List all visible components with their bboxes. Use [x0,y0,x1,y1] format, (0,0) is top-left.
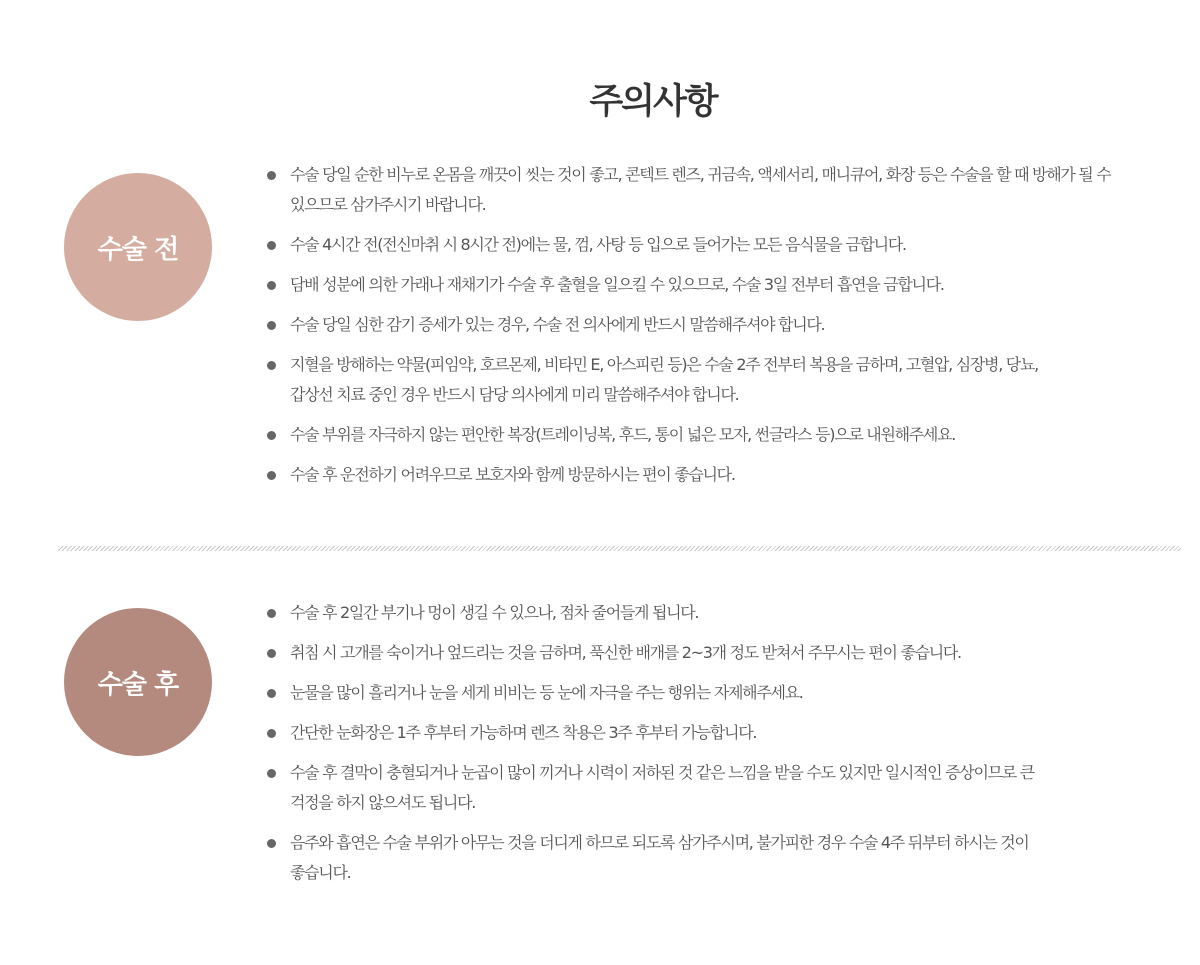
list-item [266,598,1126,628]
bullet-icon [267,361,276,370]
bullet-icon [267,769,276,778]
item-line: 수술 4시간 전(전신마취 시 8시간 전)에는 물, 껌, 사탕 등 입으로 들어가는 모든 음식물을 금합니다. [290,235,906,254]
list-item [266,460,1126,490]
precaution-list [266,598,1126,898]
item-line: 수술 후 운전하기 어려우므로 보호자와 함께 방문하시는 편이 좋습니다. [290,465,735,484]
bullet-icon [267,689,276,698]
bullet-icon [267,431,276,440]
item-line: 좋습니다. [290,863,351,882]
section-label: 수술 후 [97,669,179,700]
page-title: 주의사항 [589,82,717,122]
item-line: 눈물을 많이 흘리거나 눈을 세게 비비는 등 눈에 자극을 주는 행위는 자제해주세요. [290,683,803,702]
bullet-icon [267,649,276,658]
item-line: 수술 후 2일간 부기나 멍이 생길 수 있으나, 점차 줄어들게 됩니다. [290,603,699,622]
bullet-icon [267,281,276,290]
bullet-icon [267,471,276,480]
item-line: 수술 부위를 자극하지 않는 편안한 복장(트레이닝복, 후드, 통이 넓은 모자, 썬글라스 등)으로 내원해주세요. [290,425,956,444]
section-label: 수술 전 [97,234,179,265]
list-item [266,310,1126,340]
item-line: 수술 당일 순한 비누로 온몸을 깨끗이 씻는 것이 좋고, 콘텍트 렌즈, 귀금속, 액세서리, 매니큐어, 화장 등은 수술을 할 때 방해가 될 수 [290,165,1111,184]
item-line: 있으므로 삼가주시기 바랍니다. [290,195,486,214]
bullet-icon [267,729,276,738]
item-line: 음주와 흡연은 수술 부위가 아무는 것을 더디게 하므로 되도록 삼가주시며, 불가피한 경우 수술 4주 뒤부터 하시는 것이 [290,833,1029,852]
item-line: 담배 성분에 의한 가래나 재채기가 수술 후 출혈을 일으킬 수 있으므로, 수술 3일 전부터 흡연을 금합니다. [290,275,944,294]
list-item [266,270,1126,300]
list-item [266,758,1126,818]
list-item [266,718,1126,748]
list-item [266,420,1126,450]
section-divider [58,546,1181,551]
list-item [266,678,1126,708]
bullet-icon [267,241,276,250]
list-item [266,350,1126,410]
item-line: 간단한 눈화장은 1주 후부터 가능하며 렌즈 착용은 3주 후부터 가능합니다. [290,723,757,742]
list-item [266,230,1126,260]
item-line: 수술 후 결막이 충혈되거나 눈곱이 많이 끼거나 시력이 저하된 것 같은 느낌을 받을 수도 있지만 일시적인 증상이므로 큰 [290,763,1034,782]
section-label-circle [64,608,212,756]
section-label-circle [64,173,212,321]
precaution-list [266,160,1126,500]
bullet-icon [267,171,276,180]
bullet-icon [267,839,276,848]
list-item [266,638,1126,668]
item-line: 지혈을 방해하는 약물(피임약, 호르몬제, 비타민 E, 아스피린 등)은 수술 2주 전부터 복용을 금하며, 고혈압, 심장병, 당뇨, [290,355,1038,374]
item-line: 갑상선 치료 중인 경우 반드시 담당 의사에게 미리 말씀해주셔야 합니다. [290,385,739,404]
item-line: 걱정을 하지 않으셔도 됩니다. [290,793,476,812]
bullet-icon [267,609,276,618]
item-line: 취침 시 고개를 숙이거나 엎드리는 것을 금하며, 푹신한 배개를 2~3개 정도 받쳐서 주무시는 편이 좋습니다. [290,643,961,662]
bullet-icon [267,321,276,330]
list-item [266,828,1126,888]
item-line: 수술 당일 심한 감기 증세가 있는 경우, 수술 전 의사에게 반드시 말씀해주셔야 합니다. [290,315,825,334]
list-item [266,160,1126,220]
